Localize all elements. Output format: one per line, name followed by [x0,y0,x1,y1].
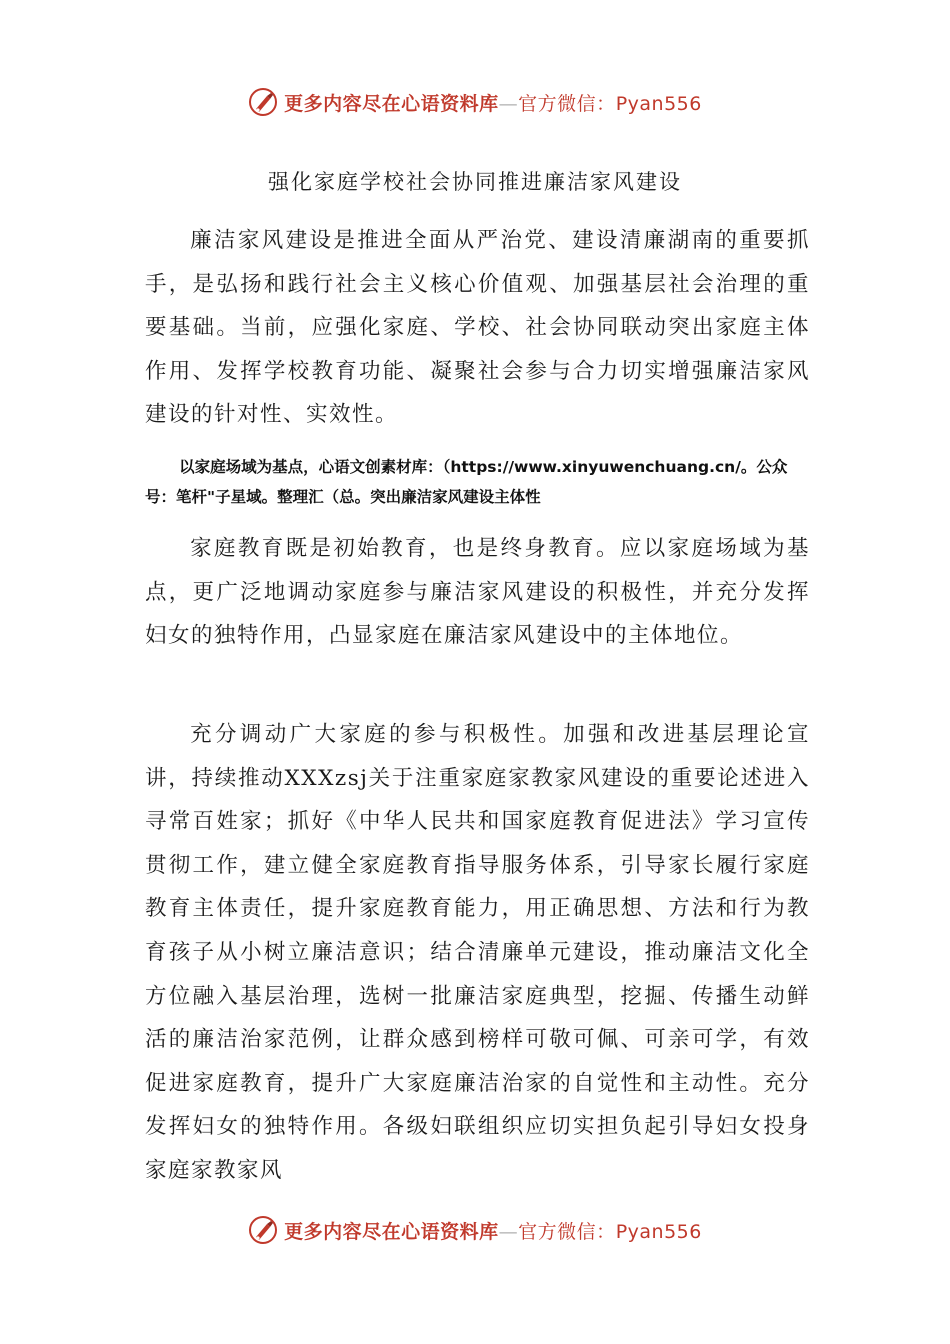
banner-wechat-label: 官方微信： [518,1220,616,1243]
pen-nib-logo-icon [248,87,278,117]
banner-separator: — [498,1220,519,1243]
inline-note: 以家庭场域为基点，心语文创素材库：（https://www.xinyuwenchuang.cn/。公众号：笔杆"子星域。整理汇（总。突出廉洁家风建设主体性 [145,458,788,506]
banner-main-text: 更多内容尽在心语资料库 [284,1220,499,1243]
footer-banner [0,1208,950,1252]
banner-wechat-id: Pyan556 [615,92,702,115]
body-paragraph-1: 廉洁家风建设是推进全面从严治党、建设清廉湖南的重要抓手，是弘扬和践行社会主义核心价值观、加强基层社会治理的重要基础。当前，应强化家庭、学校、社会协同联动突出家庭主体作用、发挥学校教育功能、凝聚社会参与合力切实增强廉洁家风建设的针对性、实效性。 [145,228,810,428]
body-paragraph-3: 充分调动广大家庭的参与积极性。加强和改进基层理论宣讲，持续推动XXXzsj关于注重家庭家教家风建设的重要论述进入寻常百姓家；抓好《中华人民共和国家庭教育促进法》学习宣传贯彻工作，建立健全家庭教育指导服务体系，引导家长履行家庭教育主体责任，提升家庭教育能力，用正确思想、方法和行为教育孩子从小树立廉洁意识；结合清廉单元建设，推动廉洁文化全方位融入基层治理，选树一批廉洁家庭典型，挖掘、传播生动鲜活的廉洁治家范例，让群众感到榜样可敬可佩、可亲可学，有效促进家庭教育，提升广大家庭廉洁治家的自觉性和主动性。充分发挥妇女的独特作用。各级妇联组织应切实担负起引导妇女投身家庭家教家风 [145,722,810,1183]
banner-text [284,89,702,116]
body-paragraph-2: 家庭教育既是初始教育，也是终身教育。应以家庭场域为基点，更广泛地调动家庭参与廉洁家风建设的积极性，并充分发挥妇女的独特作用，凸显家庭在廉洁家风建设中的主体地位。 [145,536,810,649]
document-title: 强化家庭学校社会协同推进廉洁家风建设 [268,170,682,194]
banner-separator: — [498,92,519,115]
banner-text [284,1217,702,1244]
banner-main-text: 更多内容尽在心语资料库 [284,92,499,115]
banner-wechat-label: 官方微信： [518,92,616,115]
banner-wechat-id: Pyan556 [615,1220,702,1243]
header-banner [0,80,950,124]
pen-nib-logo-icon [248,1215,278,1245]
